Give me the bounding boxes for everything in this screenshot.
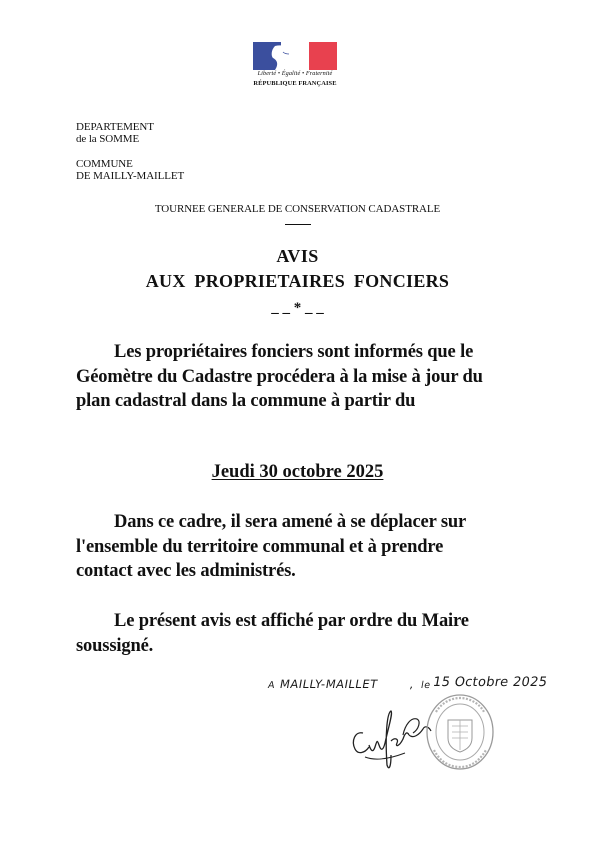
department-block (76, 121, 154, 145)
tour-heading: TOURNEE GENERALE DE CONSERVATION CADASTRALE (154, 203, 441, 215)
department-line2: de la SOMME (76, 133, 140, 145)
tour-divider (285, 224, 311, 225)
survey-date: Jeudi 30 octobre 2025 (211, 462, 384, 482)
paragraph-intro: Les propriétaires fonciers sont informés que le Géomètre du Cadastre procédera à la mise à jour du plan cadastral dans la commune à partir du (76, 342, 483, 411)
paragraph-mayor-order: Le présent avis est affiché par ordre du Maire soussigné. (76, 611, 469, 656)
commune-block (76, 158, 184, 182)
department-line1: DEPARTEMENT (76, 121, 154, 133)
title-separator: _ _ * _ _ (271, 300, 324, 316)
date-handwritten: 15 Octobre 2025 (431, 675, 549, 690)
notice-subtitle: AUX PROPRIETAIRES FONCIERS (145, 271, 450, 291)
notice-title: AVIS (276, 246, 319, 266)
commune-line2: DE MAILLY-MAILLET (76, 170, 185, 182)
logo-republic-label: RÉPUBLIQUE FRANÇAISE (253, 80, 337, 87)
mayor-seal-icon (418, 690, 498, 775)
place-handwritten: MAILLY-MAILLET (278, 677, 379, 691)
date-prefix: le (420, 680, 432, 691)
commune-line1: COMMUNE (76, 158, 133, 170)
date-comma: , (408, 677, 416, 691)
place-prefix: A (267, 680, 276, 691)
marianne-logo-icon (253, 42, 337, 70)
paragraph-context: Dans ce cadre, il sera amené à se déplacer sur l'ensemble du territoire communal et à prendre contact avec les administrés. (76, 512, 466, 581)
logo-motto: Liberté • Égalité • Fraternité (257, 70, 333, 77)
